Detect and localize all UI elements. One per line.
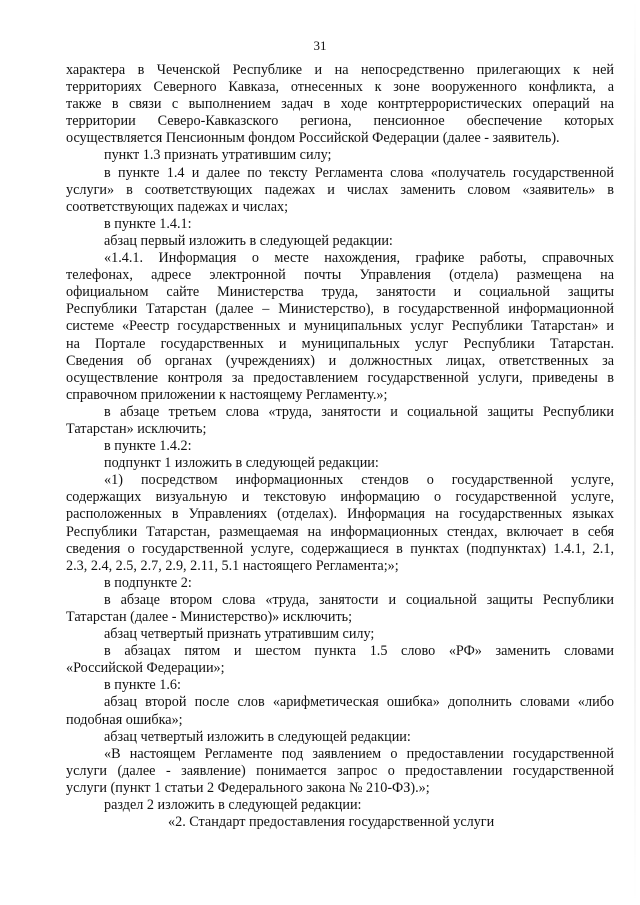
text-line: соответствующих падежах и числах; bbox=[66, 198, 289, 215]
text-line: «1.4.1. Информация о месте нахождения, графике работы, справочных bbox=[104, 250, 614, 267]
text-line: справочном приложении к настоящему Регламенту.»; bbox=[66, 386, 388, 403]
text-line: в пункте 1.4.2: bbox=[104, 438, 192, 455]
text-line: телефонах, адресе электронной почты Управления (отдела) размещена на bbox=[66, 267, 614, 284]
text-line: системе «Реестр государственных и муниципальных услуг Республики Татарстан» и bbox=[66, 318, 614, 335]
text-line: в пункте 1.6: bbox=[104, 677, 181, 694]
text-line: подпункт 1 изложить в следующей редакции: bbox=[104, 455, 379, 472]
text-line: в абзаце третьем слова «труда, занятости и социальной защиты Республики bbox=[104, 403, 614, 420]
text-line: Республики Татарстан, размещаемая на информационных стендах, включает в себя bbox=[66, 523, 614, 540]
text-line: Татарстан (далее - Министерство)» исключить; bbox=[66, 609, 353, 625]
text-line: в пункте 1.4.1: bbox=[104, 215, 192, 232]
text-line: в абзацах пятом и шестом пункта 1.5 слово «РФ» заменить словами bbox=[104, 643, 614, 660]
text-line: 2.3, 2.4, 2.5, 2.7, 2.9, 2.11, 5.1 настоящего Регламента;»; bbox=[66, 557, 399, 574]
scan-edge-shadow bbox=[634, 0, 636, 905]
page-number: 31 bbox=[313, 38, 327, 53]
text-line: абзац четвертый признать утратившим силу; bbox=[104, 626, 375, 643]
text-line: сведения о государственной услуге, содержащиеся в пунктах (подпунктах) 1.4.1, 2.1, bbox=[66, 540, 614, 557]
text-line: в абзаце втором слова «труда, занятости и социальной защиты Республики bbox=[104, 591, 614, 608]
text-line: услуги (далее - заявление) понимается запрос о предоставлении государственной bbox=[66, 762, 614, 779]
text-line: «1) посредством информационных стендов о государственной услуге, bbox=[104, 472, 614, 489]
text-line: абзац четвертый изложить в следующей редакции: bbox=[104, 728, 411, 745]
text-line: территории Северо-Кавказского региона, пенсионное обеспечение которых bbox=[66, 113, 614, 130]
text-line: осуществляется Пенсионным фондом Российской Федерации (далее - заявитель). bbox=[66, 130, 560, 147]
text-line: раздел 2 изложить в следующей редакции: bbox=[104, 797, 362, 814]
text-line: услуги (пункт 1 статьи 2 Федерального закона № 210-ФЗ).»; bbox=[66, 779, 430, 796]
section-heading: «2. Стандарт предоставления государственной услуги bbox=[168, 814, 495, 831]
text-line: территориях Северного Кавказа, отнесенных к зоне вооруженного конфликта, а bbox=[66, 79, 614, 96]
text-line: пункт 1.3 признать утратившим силу; bbox=[104, 147, 332, 164]
text-line: расположенных в Управлениях (отделах). Информация на государственных языках bbox=[66, 506, 614, 523]
text-line: абзац первый изложить в следующей редакции: bbox=[104, 232, 393, 249]
text-line: в пункте 1.4 и далее по тексту Регламента слова «получатель государственной bbox=[104, 164, 614, 181]
text-line: характера в Чеченской Республике и на непосредственно прилегающих к ней bbox=[66, 62, 614, 78]
text-line: услуги» в соответствующих падежах и числах заменить словом «заявитель» в bbox=[66, 181, 614, 198]
text-line: в подпункте 2: bbox=[104, 574, 192, 591]
text-line: абзац второй после слов «арифметическая ошибка» дополнить словами «либо bbox=[104, 694, 614, 711]
text-line: подобная ошибка»; bbox=[66, 711, 183, 728]
text-line: «В настоящем Регламенте под заявлением о предоставлении государственной bbox=[104, 745, 614, 762]
text-line: содержащих визуальную и текстовую информацию о государственной услуге, bbox=[66, 489, 614, 506]
document-body bbox=[66, 62, 614, 831]
text-line: Сведения об органах (учреждениях) и должностных лицах, ответственных за bbox=[66, 352, 614, 369]
text-line: на Портале государственных и муниципальных услуг Республики Татарстан. bbox=[66, 335, 614, 352]
text-line: официальном сайте Министерства труда, занятости и социальной защиты bbox=[66, 284, 614, 301]
text-line: Республики Татарстан (далее – Министерство), в государственной информационной bbox=[66, 301, 614, 318]
text-line: также в связи с выполнением задач в ходе контртеррористических операций на bbox=[66, 96, 614, 113]
text-line: осуществление контроля за предоставлением государственной услуги, приведены в bbox=[66, 369, 614, 386]
text-line: «Российской Федерации»; bbox=[66, 660, 225, 677]
text-line: Татарстан» исключить; bbox=[66, 420, 207, 437]
